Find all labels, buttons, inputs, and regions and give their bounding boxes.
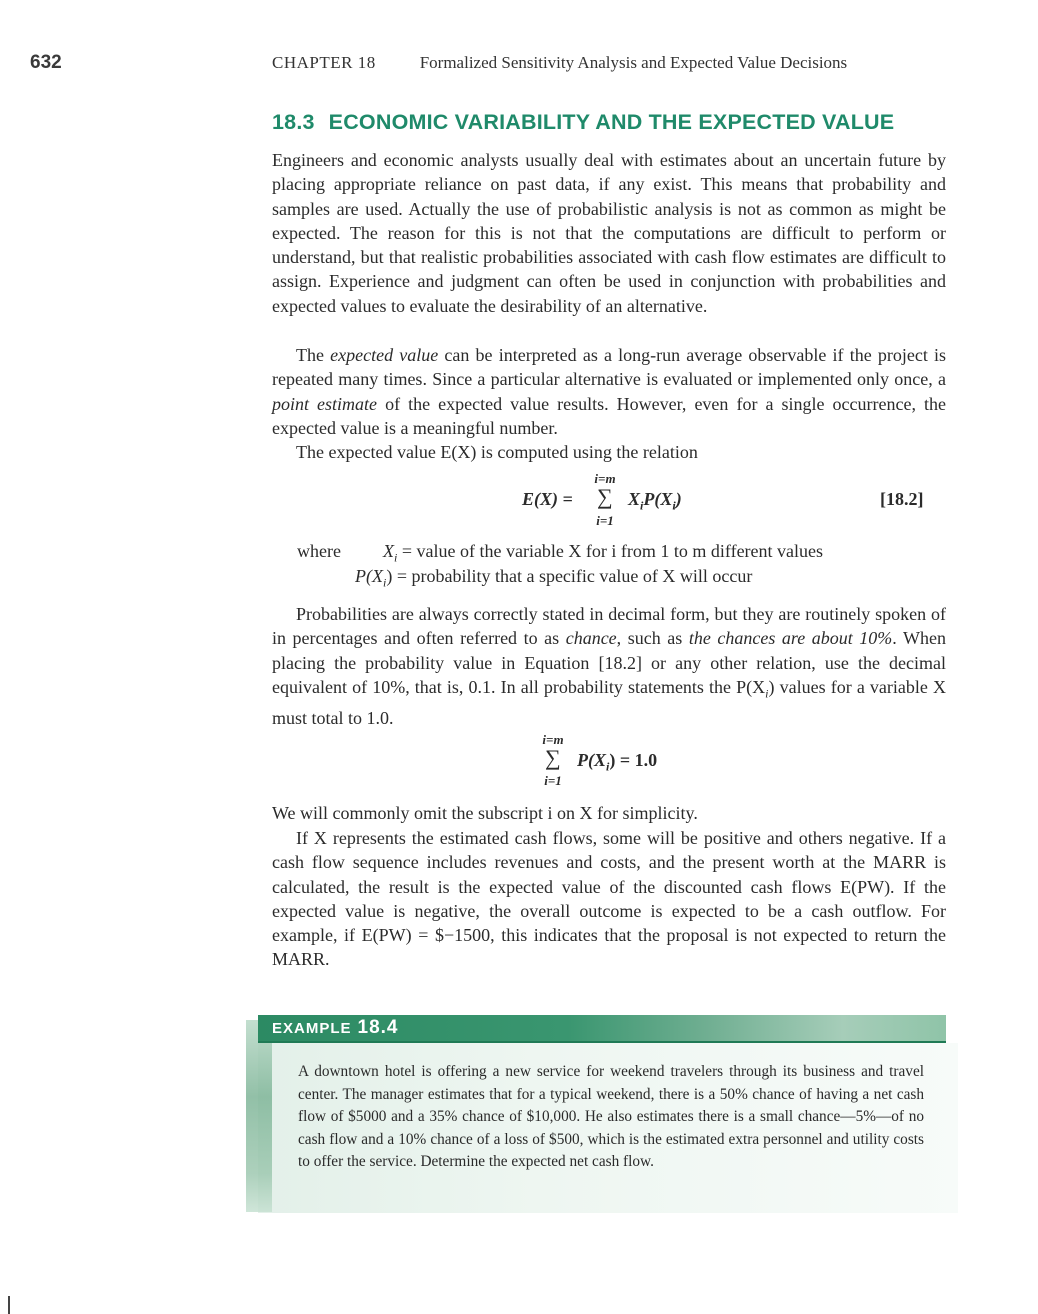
paragraph-text: can be interpreted as a long-run average observable if the project is repeated many times. Since a particular alternative is evaluated or implemented only once, a: [272, 345, 946, 390]
definition-sub: i: [382, 575, 387, 590]
equation-rhs-x: X: [628, 489, 641, 509]
equation-rhs-close: ): [675, 489, 682, 509]
term-point-estimate: point estimate: [272, 393, 378, 414]
sigma-symbol: ∑: [545, 745, 561, 770]
definition-text: ) = probability that a specific value of X will occur: [386, 566, 753, 586]
term-chance: chance: [565, 628, 617, 649]
paragraph-subscript-note: We will commonly omit the subscript i on X for simplicity.: [272, 803, 698, 823]
equation-number: [18.2]: [880, 489, 924, 509]
section-title: ECONOMIC VARIABILITY AND THE EXPECTED VALUE: [328, 110, 895, 134]
definition-x: [383, 541, 823, 566]
edge-mark: [8, 1296, 10, 1314]
example-text: A downtown hotel is offering a new service for weekend travelers through its business and travel center. The manager estimates that for a typical weekend, there is a 50% chance of having a net cash flow of $5000 and a 35% chance of $10,000. He also estimates there is a small chance—5%—of no cash flow and a 10% chance of a loss of $500, which is the estimated extra personnel and utility costs to offer the service. Determine the expected net cash flow.: [298, 1063, 924, 1171]
paragraph-text: Probabilities are always correctly stated in decimal form, but they are routinely spoken of in percentages and often referred to as: [272, 604, 946, 649]
equation-rhs-p: P(X: [643, 489, 673, 509]
equation-upper-limit: i=m: [594, 471, 616, 486]
term-expected-value: expected value: [330, 345, 439, 365]
paragraph-expected-value: [272, 343, 946, 440]
paragraph-text: . When placing the probability value in Equation [18.2] or any other relation, use the decimal equivalent of 10%, that is, 0.1. In all probability statements the P(X: [272, 628, 946, 697]
example-header-rule: [258, 1041, 946, 1043]
equation-rhs: [628, 489, 682, 514]
paragraph-text: of the expected value results. However, even for a single occurrence, the expected value is a meaningful number.: [272, 393, 946, 438]
sigma-symbol: ∑: [597, 484, 613, 509]
definition-text: = value of the variable X for i from 1 to m different values: [397, 541, 824, 561]
example-label: [272, 1017, 399, 1039]
sum-upper-limit: i=m: [542, 732, 564, 747]
term-chances-about: the chances are about 10%: [688, 628, 893, 649]
paragraph-intro: Engineers and economic analysts usually deal with estimates about an uncertain future by placing appropriate reliance on past data, if any exist. This means that probability and samples are used. Actually the use of probabilistic analysis is not as common as might be expected. The reason for this is not that the computations are difficult to perform or understand, but that realistic probabilities associated with cash flow estimates are difficult to assign. Experience and judgment can often be used in conjunction with probabilities and expected values to evaluate the desirability of an alternative.: [272, 150, 946, 316]
section-number: 18.3: [272, 110, 315, 134]
paragraph-text: , such as: [616, 628, 689, 649]
paragraph-cash-flows: If X represents the estimated cash flows, some will be positive and others negative. If a cash flow sequence includes revenues and costs, and the present worth at the MARR is calculated, the result is the expected value of the discounted cash flows E(PW). If the expected value is negative, the overall outcome is expected to be a cash outflow. For example, if E(PW) = $−1500, this indicates that the proposal is not expected to return the MARR.: [272, 828, 946, 970]
definition-var: X: [383, 541, 394, 561]
sum-body-p: P(X: [577, 750, 606, 770]
section-heading: [272, 110, 894, 135]
sum-body-sub: i: [606, 759, 610, 774]
equation-lower-limit: i=1: [596, 513, 614, 528]
example-label-text: EXAMPLE: [272, 1020, 352, 1037]
equation-rhs-sub: i: [640, 498, 644, 513]
example-side-strip: [246, 1020, 272, 1212]
paragraph-text: ) values for a variable X must total to 1.0.: [272, 676, 947, 728]
example-number: 18.4: [357, 1017, 399, 1038]
equation-lhs: E(X) =: [522, 489, 573, 509]
sum-lower-limit: i=1: [544, 773, 562, 788]
sum-body: [577, 750, 657, 775]
equation-rhs-sub2: i: [672, 498, 676, 513]
sum-body-rest: ) = 1.0: [609, 750, 658, 770]
running-head-chapter: CHAPTER 18: [272, 53, 376, 72]
page-number: 632: [30, 52, 62, 73]
paragraph-relation-intro: The expected value E(X) is computed using the relation: [296, 442, 698, 462]
definition-p: [355, 566, 752, 591]
running-head: [272, 53, 847, 73]
running-head-title: Formalized Sensitivity Analysis and Expected Value Decisions: [419, 53, 848, 72]
paragraph-probabilities: [272, 602, 946, 730]
definition-sub: i: [394, 550, 398, 565]
definition-var: P(X: [355, 566, 383, 586]
where-label: where: [297, 541, 341, 561]
paragraph-text: The: [296, 345, 331, 365]
paragraph-sub: i: [765, 686, 769, 701]
